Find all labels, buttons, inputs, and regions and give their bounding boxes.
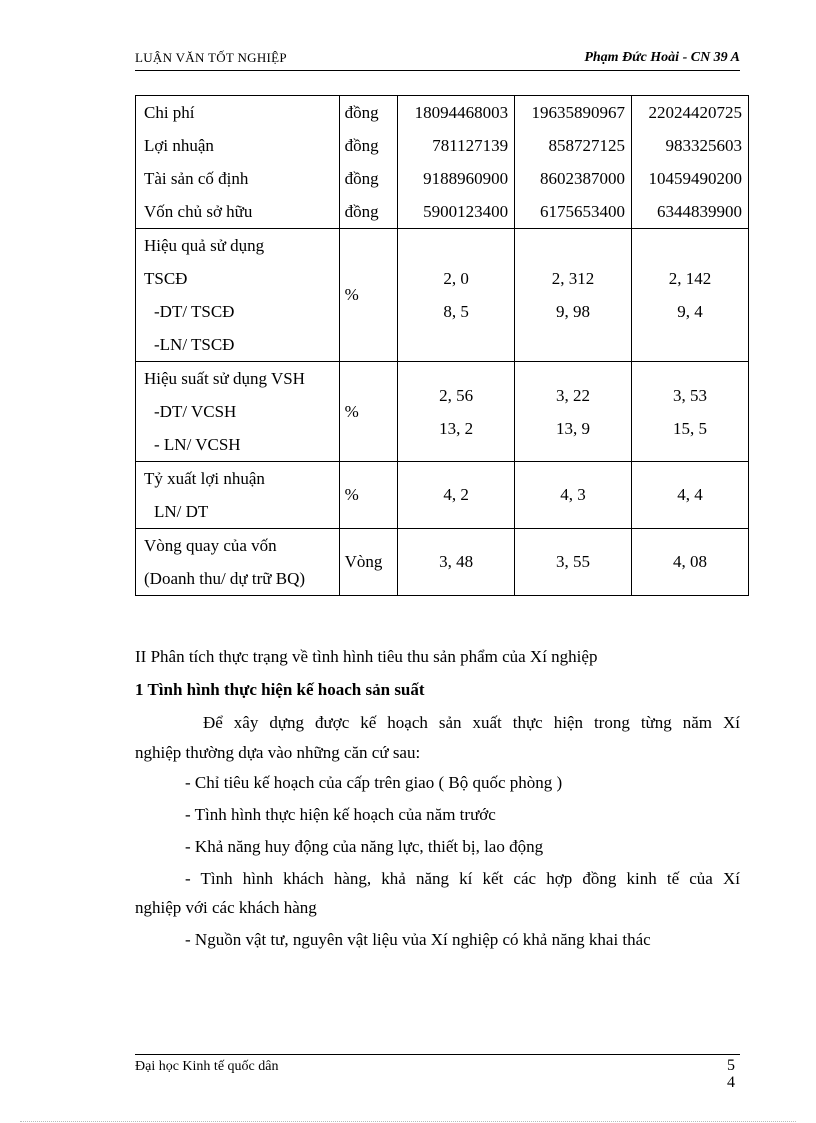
label-cell bbox=[136, 362, 340, 462]
row-value: 858727125 bbox=[548, 136, 626, 155]
row-sublabel: -DT/ TSCĐ bbox=[154, 302, 235, 321]
label-cell bbox=[136, 229, 340, 362]
row-value: 2, 312 bbox=[551, 269, 595, 288]
label-cell bbox=[136, 96, 340, 229]
unit-cell: % bbox=[339, 462, 397, 529]
row-sublabel: -LN/ TSCĐ bbox=[154, 335, 235, 354]
row-sublabel: LN/ DT bbox=[154, 502, 209, 521]
row-label: Tài sản cố định bbox=[144, 169, 249, 188]
paragraph-line: Để xây dựng được kế hoạch sản xuất thực hiện trong từng năm Xí bbox=[203, 713, 740, 732]
value-cell: 3, 55 bbox=[515, 529, 632, 596]
table-row bbox=[136, 96, 749, 229]
header-title: LUẬN VĂN TỐT NGHIỆP bbox=[135, 50, 287, 65]
bullet-item: - Tình hình khách hàng, khả năng kí kết các hợp đồng kinh tế của Xí bbox=[185, 869, 740, 888]
page-number-digit: 5 bbox=[727, 1057, 735, 1074]
footer-university: Đại học Kinh tế quốc dân bbox=[135, 1059, 279, 1074]
row-label: Hiệu suất sử dụng VSH bbox=[144, 369, 305, 388]
value-cell: 3, 48 bbox=[398, 529, 515, 596]
table-row bbox=[136, 229, 749, 362]
value-cell bbox=[515, 96, 632, 229]
row-unit: đồng bbox=[344, 136, 379, 155]
row-value: 5900123400 bbox=[423, 202, 509, 221]
header-author: Phạm Đức Hoài - CN 39 A bbox=[584, 50, 740, 65]
value-cell bbox=[632, 96, 749, 229]
row-label: Hiệu quả sử dụng bbox=[144, 236, 265, 255]
row-value: 22024420725 bbox=[648, 103, 742, 122]
bullet-item: - Khả năng huy động của năng lực, thiết bị, lao động bbox=[185, 837, 544, 856]
row-value: 2, 0 bbox=[443, 269, 469, 288]
value-cell bbox=[398, 229, 515, 362]
row-value: 6175653400 bbox=[540, 202, 626, 221]
value-cell: 4, 4 bbox=[632, 462, 749, 529]
row-value: 2, 56 bbox=[439, 385, 474, 405]
row-value: 13, 9 bbox=[556, 418, 591, 438]
row-value: 9188960900 bbox=[423, 169, 509, 188]
value-cell bbox=[632, 362, 749, 462]
section-title: II Phân tích thực trạng về tình hình tiêu thu sản phẩm của Xí nghiệp bbox=[135, 647, 598, 666]
row-value: 8, 5 bbox=[443, 302, 469, 321]
row-unit: đồng bbox=[344, 103, 379, 122]
label-cell bbox=[136, 462, 340, 529]
page-number-digit: 4 bbox=[727, 1074, 735, 1091]
unit-cell: Vòng bbox=[339, 529, 397, 596]
page-footer bbox=[135, 1054, 740, 1091]
paragraph-line: nghiệp với các khách hàng bbox=[135, 898, 317, 917]
table-row bbox=[136, 362, 749, 462]
row-value: 983325603 bbox=[665, 136, 742, 155]
value-cell bbox=[398, 362, 515, 462]
row-value: 18094468003 bbox=[414, 103, 509, 122]
paragraph-line: nghiệp thường dựa vào những căn cứ sau: bbox=[135, 743, 421, 762]
row-unit: đồng bbox=[344, 169, 379, 188]
table-row bbox=[136, 462, 749, 529]
value-cell: 4, 3 bbox=[515, 462, 632, 529]
value-cell: 4, 2 bbox=[398, 462, 515, 529]
row-sublabel: -DT/ VCSH bbox=[154, 402, 237, 421]
row-value: 8602387000 bbox=[540, 169, 626, 188]
row-label: Tỷ xuất lợi nhuận bbox=[144, 469, 265, 488]
row-label: Chi phí bbox=[144, 103, 195, 122]
subsection-heading: 1 Tình hình thực hiện kế hoach sản suất bbox=[135, 680, 425, 699]
row-label: Vốn chủ sở hữu bbox=[144, 202, 253, 221]
indicators-table bbox=[135, 95, 749, 596]
value-cell: 4, 08 bbox=[632, 529, 749, 596]
row-value: 3, 22 bbox=[556, 385, 591, 405]
label-cell bbox=[136, 529, 340, 596]
value-cell bbox=[632, 229, 749, 362]
unit-cell bbox=[339, 96, 397, 229]
row-label: Lợi nhuận bbox=[144, 136, 214, 155]
page-number bbox=[727, 1057, 735, 1091]
row-value: 6344839900 bbox=[657, 202, 742, 221]
row-label: TSCĐ bbox=[144, 269, 188, 288]
row-label: Vòng quay của vốn bbox=[144, 536, 277, 555]
unit-cell: % bbox=[339, 362, 397, 462]
row-value: 781127139 bbox=[432, 136, 509, 155]
row-value: 10459490200 bbox=[648, 169, 742, 188]
row-value: 15, 5 bbox=[673, 418, 707, 438]
value-cell bbox=[515, 229, 632, 362]
value-cell bbox=[398, 96, 515, 229]
bullet-item: - Nguồn vật tư, nguyên vật liệu vủa Xí nghiệp có khả năng khai thác bbox=[185, 930, 651, 949]
row-value: 19635890967 bbox=[531, 103, 626, 122]
page-bottom-divider bbox=[20, 1121, 796, 1122]
row-sublabel: - LN/ VCSH bbox=[154, 435, 241, 454]
row-value: 2, 142 bbox=[668, 269, 712, 288]
value-cell bbox=[515, 362, 632, 462]
bullet-item: - Chỉ tiêu kế hoạch của cấp trên giao ( Bộ quốc phòng ) bbox=[185, 773, 563, 792]
row-value: 3, 53 bbox=[673, 385, 707, 405]
table-row bbox=[136, 529, 749, 596]
bullet-item: - Tình hình thực hiện kế hoạch của năm trước bbox=[185, 805, 496, 824]
page-header bbox=[135, 50, 740, 71]
row-unit: đồng bbox=[344, 202, 379, 221]
row-value: 9, 98 bbox=[556, 302, 591, 321]
row-value: 9, 4 bbox=[677, 302, 703, 321]
row-sublabel: (Doanh thu/ dự trữ BQ) bbox=[144, 569, 306, 588]
unit-cell: % bbox=[339, 229, 397, 362]
row-value: 13, 2 bbox=[439, 418, 474, 438]
